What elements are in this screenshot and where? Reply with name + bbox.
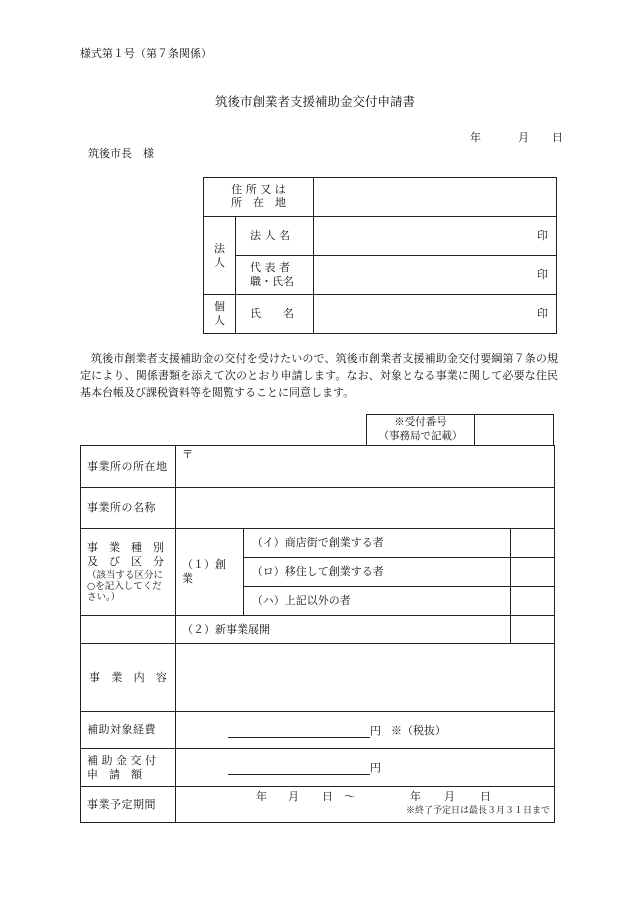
corporation-name-label: 法 人 名 [236,217,314,256]
planned-period-label: 事業予定期間 [81,787,176,823]
eligible-expense-label: 補助対象経費 [81,712,176,749]
receipt-number-label [367,415,475,446]
period-end-month: 月 [444,790,455,803]
business-details-table [80,445,555,823]
period-start-year: 年 [256,790,267,803]
individual-name-label: 氏 名 [236,295,314,334]
office-name-label: 事業所の名称 [81,488,176,529]
application-statement: 筑後市創業者支援補助金の交付を受けたいので、筑後市創業者支援補助金交付要綱第７条の規定により、関係書類を添えて次のとおり申請します。なお、対象となる事業に関して必要な住民基本台帳及び課税資料等を閲覧することに同意します。 [80,352,558,399]
business-category-label-line-1: 事 業 種 別 [87,541,164,554]
date-month: 月 [518,131,529,144]
office-location-field[interactable] [176,446,555,488]
grant-request-label [81,749,176,787]
grant-request-field[interactable] [176,749,555,787]
representative-label [236,256,314,295]
startup-option-b-mark[interactable] [511,558,555,587]
business-content-field[interactable] [176,644,555,712]
individual-mark-text: 個人 [214,300,225,327]
document-title: 筑後市創業者支援補助金交付申請書 [214,94,415,109]
grant-request-label-line-1: 補 助 金 交 付 [87,753,156,767]
period-end-year: 年 [410,790,421,803]
receipt-number-field [475,415,554,446]
application-date [470,131,563,144]
representative-label-line-1: 代 表 者 [250,261,290,275]
address-label-line-1: 住 所 又 は [231,183,286,197]
grant-request-label-line-2: 申 請 額 [87,767,142,781]
new-business-mark[interactable] [511,616,555,644]
address-field[interactable] [314,178,557,217]
yen-unit: 円 [370,723,381,737]
tax-note: ※（税抜） [391,723,446,737]
receipt-number-box [366,414,554,446]
seal-mark: 印 [537,229,548,243]
startup-option-c-mark[interactable] [511,587,555,616]
grant-request-underline [228,760,370,775]
business-category-note: （該当する区分に○を記入してください。） [87,569,164,604]
corporation-mark [204,217,236,295]
business-category-label-line-2: 及 び 区 分 [87,554,164,568]
period-note: ※終了予定日は最長３月３１日まで [405,806,550,816]
eligible-expense-underline [228,723,370,738]
individual-name-field[interactable] [314,295,557,334]
office-location-label: 事業所の所在地 [81,446,176,488]
address-label [204,178,314,217]
period-tilde: ～ [344,790,355,803]
addressee: 筑後市長 様 [88,147,154,160]
date-day: 日 [552,131,563,144]
startup-option-b: （ロ）移住して創業する者 [243,558,511,587]
startup-label: （１）創 業 [176,529,244,616]
postal-mark: 〒 [182,448,193,461]
eligible-expense-field[interactable] [176,712,555,749]
startup-option-a: （イ）商店街で創業する者 [243,529,511,558]
corporation-mark-text: 法人 [214,241,225,269]
corporation-name-field[interactable] [314,217,557,256]
seal-mark: 印 [537,307,548,321]
applicant-table [203,177,557,334]
representative-field[interactable] [314,256,557,295]
business-category-label-continued [81,616,176,644]
date-year: 年 [470,131,481,144]
period-start-month: 月 [288,790,299,803]
period-end-day: 日 [480,790,491,803]
new-business-label: （２）新事業展開 [176,616,511,644]
startup-option-a-mark[interactable] [511,529,555,558]
business-content-label [81,644,176,712]
startup-option-c: （ハ）上記以外の者 [243,587,511,616]
yen-unit: 円 [370,761,381,775]
seal-mark: 印 [537,268,548,282]
receipt-label-line-2: （事務局で記載） [378,430,463,442]
business-category-label [81,529,176,616]
office-name-field[interactable] [176,488,555,529]
period-start-day: 日 [322,790,333,803]
representative-label-line-2: 職・氏名 [250,275,294,288]
individual-mark [204,295,236,334]
receipt-label-line-1: ※受付番号 [394,416,447,429]
form-number: 様式第１号（第７条関係） [80,47,212,60]
address-label-line-2: 所 在 地 [231,196,286,209]
planned-period-field[interactable] [176,787,555,823]
business-content-label-text: 事 業 内 容 [89,670,167,684]
